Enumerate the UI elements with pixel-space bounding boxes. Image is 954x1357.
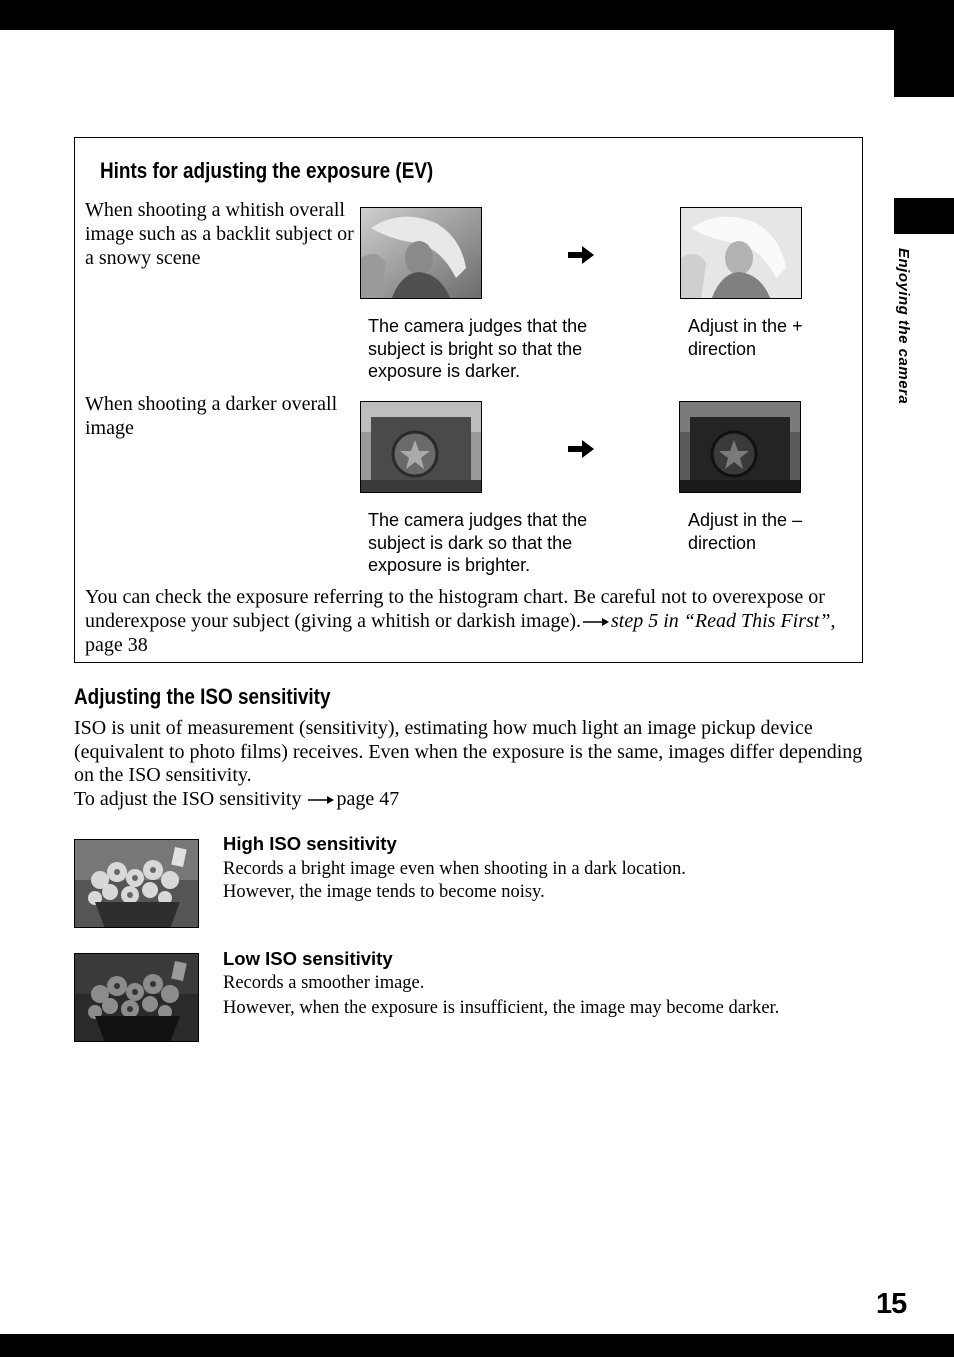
reference-arrow-icon — [583, 617, 609, 627]
iso-body-text: ISO is unit of measurement (sensitivity), estimating how much light an image pickup device (equivalent to photo films) receives. Even when the exposure is the same, images differ depending on the ISO sensitivity. — [74, 717, 863, 786]
caption-dark-before: The camera judges that the subject is dark so that the exposure is brighter. — [368, 510, 588, 575]
top-bar — [0, 0, 954, 30]
hints-footer-page: , page 38 — [85, 610, 836, 656]
photo-dark-after — [679, 401, 801, 493]
high-iso-line-2: However, the image tends to become noisy. — [223, 882, 545, 902]
iso-adjust-reference: To adjust the ISO sensitivity page 47 — [74, 787, 400, 810]
high-iso-line-1: Records a bright image even when shooting in a dark location. — [223, 859, 686, 879]
photo-high-iso — [74, 839, 199, 928]
high-iso-heading: High ISO sensitivity — [223, 833, 397, 854]
row-description-dark: When shooting a darker overall image — [85, 393, 338, 439]
page-number: 15 — [876, 1288, 907, 1320]
side-section-label: Enjoying the camera — [895, 248, 912, 405]
iso-adjust-page-link[interactable]: page 47 — [336, 787, 400, 810]
bottom-bar — [0, 1334, 954, 1357]
hints-footer — [85, 585, 855, 657]
arrow-right-icon — [568, 440, 594, 458]
section-tab-marker — [894, 198, 954, 234]
photo-bright-after — [680, 207, 802, 299]
hints-footer-reference[interactable]: step 5 in “Read This First” — [611, 610, 831, 632]
caption-dark-after: Adjust in the – direction — [688, 510, 803, 553]
photo-low-iso — [74, 953, 199, 1042]
hints-title: Hints for adjusting the exposure (EV) — [100, 158, 434, 183]
caption-bright-after: Adjust in the + direction — [688, 316, 803, 359]
low-iso-line-2: However, when the exposure is insufficient, the image may become darker. — [223, 998, 780, 1018]
caption-bright-before: The camera judges that the subject is bright so that the exposure is darker. — [368, 316, 588, 381]
arrow-right-icon — [568, 246, 594, 264]
low-iso-line-1: Records a smoother image. — [223, 973, 425, 993]
photo-bright-before — [360, 207, 482, 299]
iso-body — [74, 717, 864, 811]
iso-section-title: Adjusting the ISO sensitivity — [74, 684, 331, 709]
low-iso-heading: Low ISO sensitivity — [223, 948, 393, 969]
hints-footer-text: You can check the exposure referring to the histogram chart. Be careful not to overexpose or underexpose your subject (giving a whitish or darkish image). — [85, 586, 825, 632]
photo-dark-before — [360, 401, 482, 493]
reference-arrow-icon — [308, 795, 334, 805]
row-description-bright: When shooting a whitish overall image such as a backlit subject or a snowy scene — [85, 199, 354, 269]
section-tab-top — [894, 30, 954, 97]
